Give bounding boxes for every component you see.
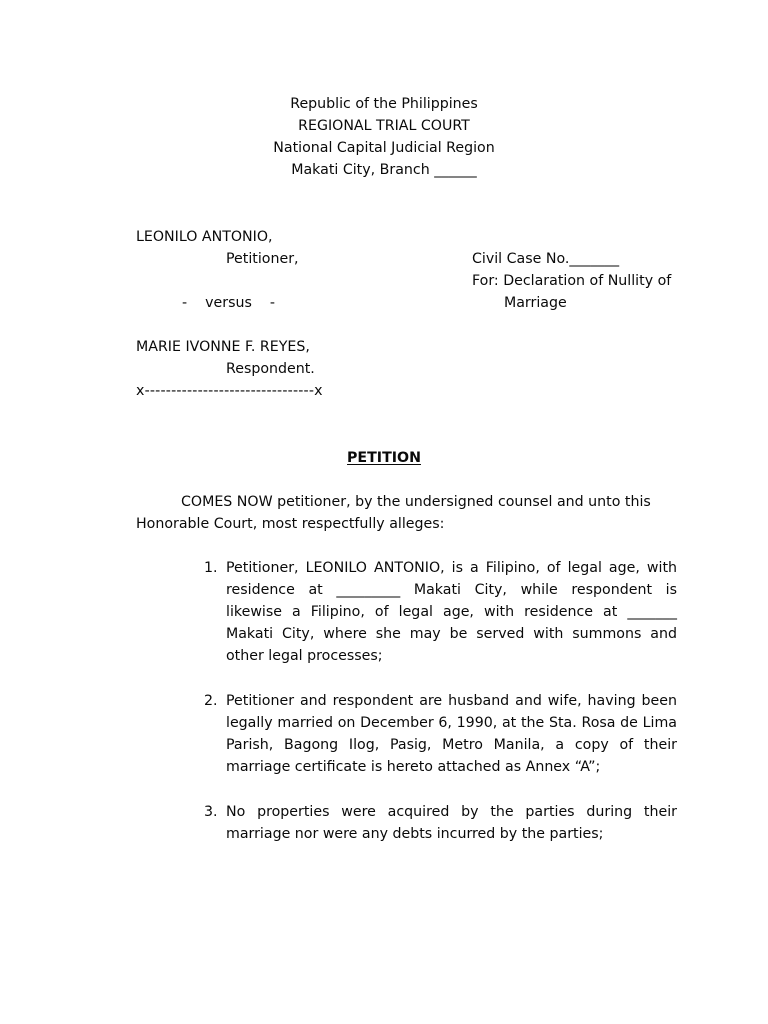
respondent-name: MARIE IVONNE F. REYES,	[136, 339, 310, 355]
case-nature-line: Marriage	[504, 295, 567, 311]
court-name-heading: REGIONAL TRIAL COURT	[298, 118, 470, 134]
civil-case-number: Civil Case No._______	[472, 251, 620, 267]
allegation-line: Petitioner, LEONILO ANTONIO, is a Filipino, of legal age, with	[226, 560, 677, 576]
allegation-line: Makati City, where she may be served with summons and	[226, 626, 677, 642]
country-heading: Republic of the Philippines	[290, 96, 478, 112]
allegation-line: Petitioner and respondent are husband and wife, having been	[226, 693, 677, 709]
allegation-line: likewise a Filipino, of legal age, with residence at _______	[226, 604, 677, 620]
allegation-line: other legal processes;	[226, 648, 383, 664]
document-title: PETITION	[347, 450, 421, 466]
allegation-line: Parish, Bagong Ilog, Pasig, Metro Manila, a copy of their	[226, 737, 677, 753]
petitioner-name: LEONILO ANTONIO,	[136, 229, 273, 245]
allegation-line: marriage nor were any debts incurred by the parties;	[226, 826, 604, 842]
caption-separator: x--------------------------------x	[136, 383, 323, 399]
allegation-line: marriage certificate is hereto attached as Annex “A”;	[226, 759, 601, 775]
petitioner-label: Petitioner,	[226, 251, 299, 267]
allegation-number: 1.	[204, 560, 218, 576]
allegation-number: 2.	[204, 693, 218, 709]
judicial-region-heading: National Capital Judicial Region	[273, 140, 495, 156]
intro-line: COMES NOW petitioner, by the undersigned counsel and unto this	[181, 494, 651, 510]
allegation-line: No properties were acquired by the parties during their	[226, 804, 677, 820]
allegation-number: 3.	[204, 804, 218, 820]
intro-line: Honorable Court, most respectfully alleges:	[136, 516, 445, 532]
versus-label: - versus -	[182, 295, 276, 311]
case-nature-line: For: Declaration of Nullity of	[472, 273, 672, 289]
allegation-line: legally married on December 6, 1990, at the Sta. Rosa de Lima	[226, 715, 677, 731]
respondent-label: Respondent.	[226, 361, 315, 377]
court-branch-heading: Makati City, Branch ______	[291, 162, 477, 178]
allegation-line: residence at _________ Makati City, while respondent is	[226, 582, 677, 598]
